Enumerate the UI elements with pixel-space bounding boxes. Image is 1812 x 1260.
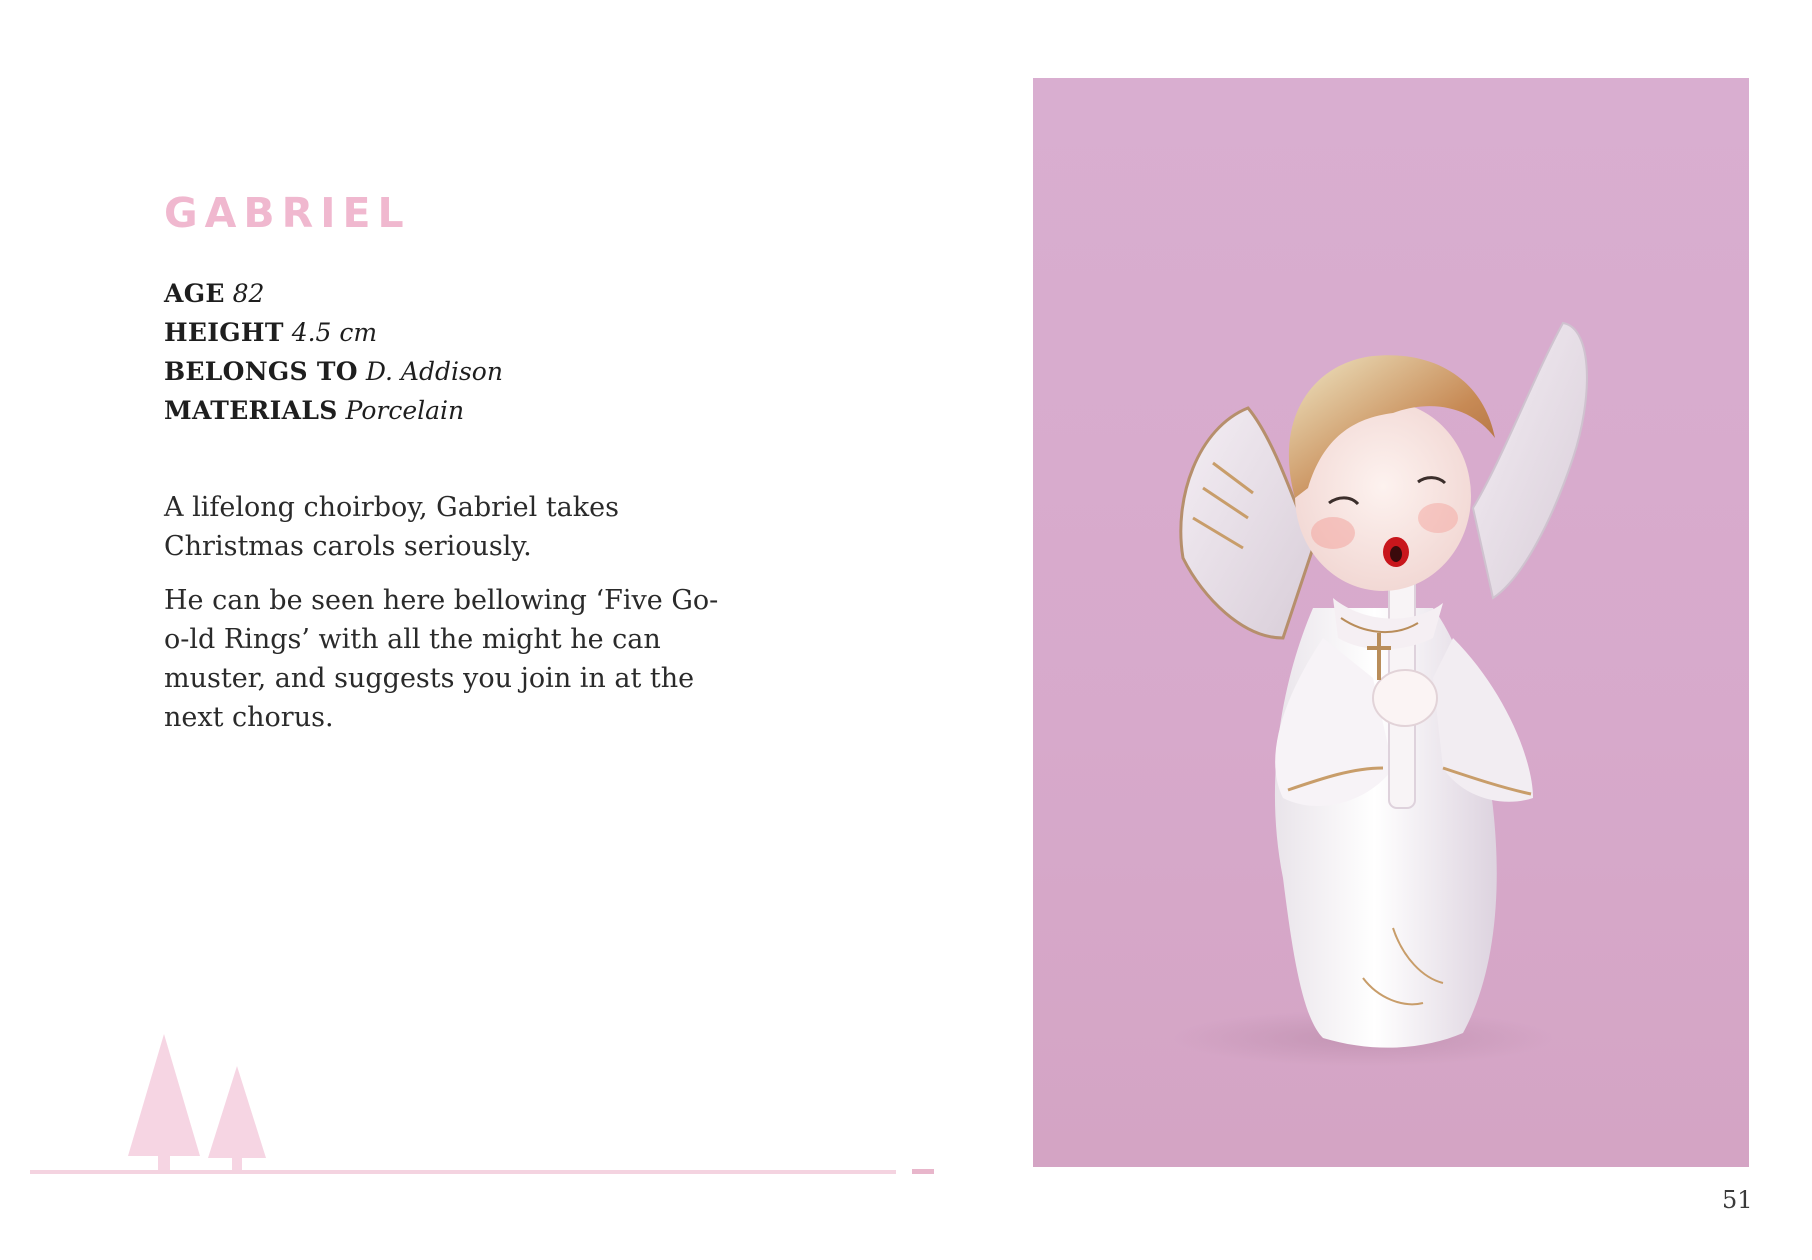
- spec-value: 4.5 cm: [291, 318, 378, 347]
- footer-rule-tick: [912, 1169, 934, 1174]
- spec-value: Porcelain: [345, 396, 465, 425]
- right-wing-icon: [1473, 323, 1587, 598]
- angel-figurine-icon: [1033, 78, 1749, 1167]
- tree-small-trunk: [232, 1156, 242, 1170]
- description-paragraph: A lifelong choirboy, Gabriel takes Christmas carols seriously.: [164, 492, 619, 562]
- page-title: GABRIEL: [164, 189, 411, 237]
- angel-photo: [1033, 78, 1749, 1167]
- tree-large-icon: [128, 1034, 200, 1156]
- cheek-left: [1311, 517, 1355, 549]
- tree-large-trunk: [158, 1154, 170, 1170]
- footer-rule: [30, 1170, 896, 1174]
- hands: [1373, 670, 1437, 726]
- page-number: 51: [1722, 1186, 1753, 1214]
- spec-age: [164, 274, 503, 313]
- spec-label: AGE: [164, 279, 225, 308]
- spec-materials: [164, 391, 503, 430]
- description: [164, 488, 724, 752]
- cheek-right: [1418, 503, 1458, 533]
- spec-value: 82: [232, 279, 265, 308]
- specs-list: [164, 274, 503, 430]
- spec-value: D. Addison: [365, 357, 503, 386]
- spec-label: HEIGHT: [164, 318, 284, 347]
- tree-small-icon: [208, 1066, 266, 1158]
- spec-height: [164, 313, 503, 352]
- christmas-trees-icon: [124, 1030, 274, 1170]
- spec-label: MATERIALS: [164, 396, 338, 425]
- description-paragraph: He can be seen here bellowing ‘Five Go-o-ld Rings’ with all the might he can muster, and suggests you join in at the next chorus.: [164, 585, 719, 733]
- mouth-inner: [1390, 546, 1402, 562]
- spec-belongs-to: [164, 352, 503, 391]
- spec-label: BELONGS TO: [164, 357, 358, 386]
